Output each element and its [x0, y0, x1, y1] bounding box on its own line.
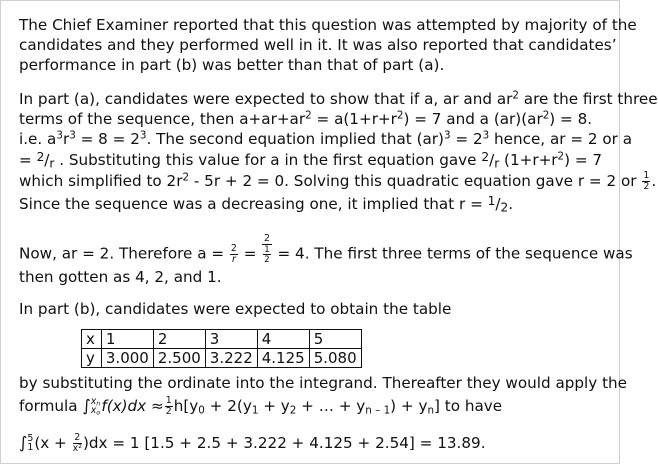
part-a-line-6: Since the sequence was a decreasing one, it implied that $r = ^1/_2$.: [19, 193, 514, 215]
xy-table: [81, 329, 362, 368]
part-a2-line-1: Now, ar = 2. Therefore a = $\frac{2}{r}$ = 2 1 2 = 4. The first three terms of the sequence was: [19, 233, 633, 265]
table-cell: 2.500: [153, 349, 205, 368]
fraction-2-over-half: 2 1 2: [263, 233, 270, 264]
part-a-line-2: terms of the sequence, then $a+ar+ar^2 = a(1+r+r^2) = 7$ and a $(ar)(ar^2) = 8$.: [19, 109, 593, 128]
table-cell: 4: [257, 330, 309, 349]
table-cell: x: [82, 330, 102, 349]
table-cell: 5.080: [309, 349, 361, 368]
table-cell: y: [82, 349, 102, 368]
intro-line-3: performance in part (b) was better than that of part (a).: [19, 56, 445, 74]
table-cell: 4.125: [257, 349, 309, 368]
integral-sign: ∫: [19, 433, 28, 452]
part-a2-line-2: then gotten as 4, 2, and 1.: [19, 268, 222, 286]
part-b-formula-line: formula ∫ $x_n$ $x_o$ f(x)dx ≈ $\frac{1}{2}$ $h[y_0 + 2(y_1 + y_2$ + … + $y_{n - 1}) + y_n$] to have: [19, 395, 503, 418]
intro-line-2: candidates and they performed well in it. It was also reported that candidates’: [19, 36, 617, 54]
table-cell: 5: [309, 330, 361, 349]
part-a-line-1: In part (a), candidates were expected to show that if a, ar and $ar^2$ are the first three: [19, 89, 658, 108]
part-b-line-1: In part (b), candidates were expected to obtain the table: [19, 300, 452, 318]
part-a-line-3: i.e. $a^3r^3 = 8 = 2^3$. The second equation implied that $(ar)^3 = 2^3$ hence, ar = 2 or a: [19, 129, 633, 148]
integral-limits: 5 1: [27, 433, 34, 453]
table-cell: 1: [101, 330, 153, 349]
table-cell: 2: [153, 330, 205, 349]
fraction-1-over-2: $^1/_2$: [487, 193, 509, 215]
fraction-one-half: $\frac{1}{2}$: [643, 170, 650, 193]
fraction-2-over-r: $^2/_r$: [36, 149, 55, 171]
table-row-x: [82, 330, 362, 349]
part-b-line-2: by substituting the ordinate into the integrand. Thereafter they would apply the: [19, 374, 628, 392]
integral-limits: $x_n$ $x_o$: [90, 396, 101, 417]
table-row-y: [82, 349, 362, 368]
fraction-2-over-r: $\frac{2}{r}$: [230, 242, 237, 265]
integral-sign: ∫: [82, 396, 91, 415]
table-cell: 3.222: [205, 349, 257, 368]
fraction-one-half: $\frac{1}{2}$: [165, 395, 172, 418]
fraction-2-over-x-squared: $\frac{2}{\text{x²}}$: [72, 432, 82, 455]
table-cell: 3: [205, 330, 257, 349]
part-b-result-line: ∫ 5 1 (x + $\frac{2}{\text{x²}}$ )dx = 1 [1.5 + 2.5 + 3.222 + 4.125 + 2.54] = 13.89.: [19, 432, 486, 455]
part-a-line-5: which simplified to $2r^2 - 5r + 2 = 0$. Solving this quadratic equation gave r = 2 or $\frac{1}{2}$ .: [19, 170, 657, 193]
intro-line-1: The Chief Examiner reported that this question was attempted by majority of the: [19, 16, 637, 34]
fraction-2-over-r: $^2/_r$: [481, 149, 500, 171]
table-cell: 3.000: [101, 349, 153, 368]
part-a-line-4: = $^2/_r$ . Substituting this value for a in the first equation gave $^2/_r$ $(1+r+r^2) = 7$: [19, 149, 603, 171]
